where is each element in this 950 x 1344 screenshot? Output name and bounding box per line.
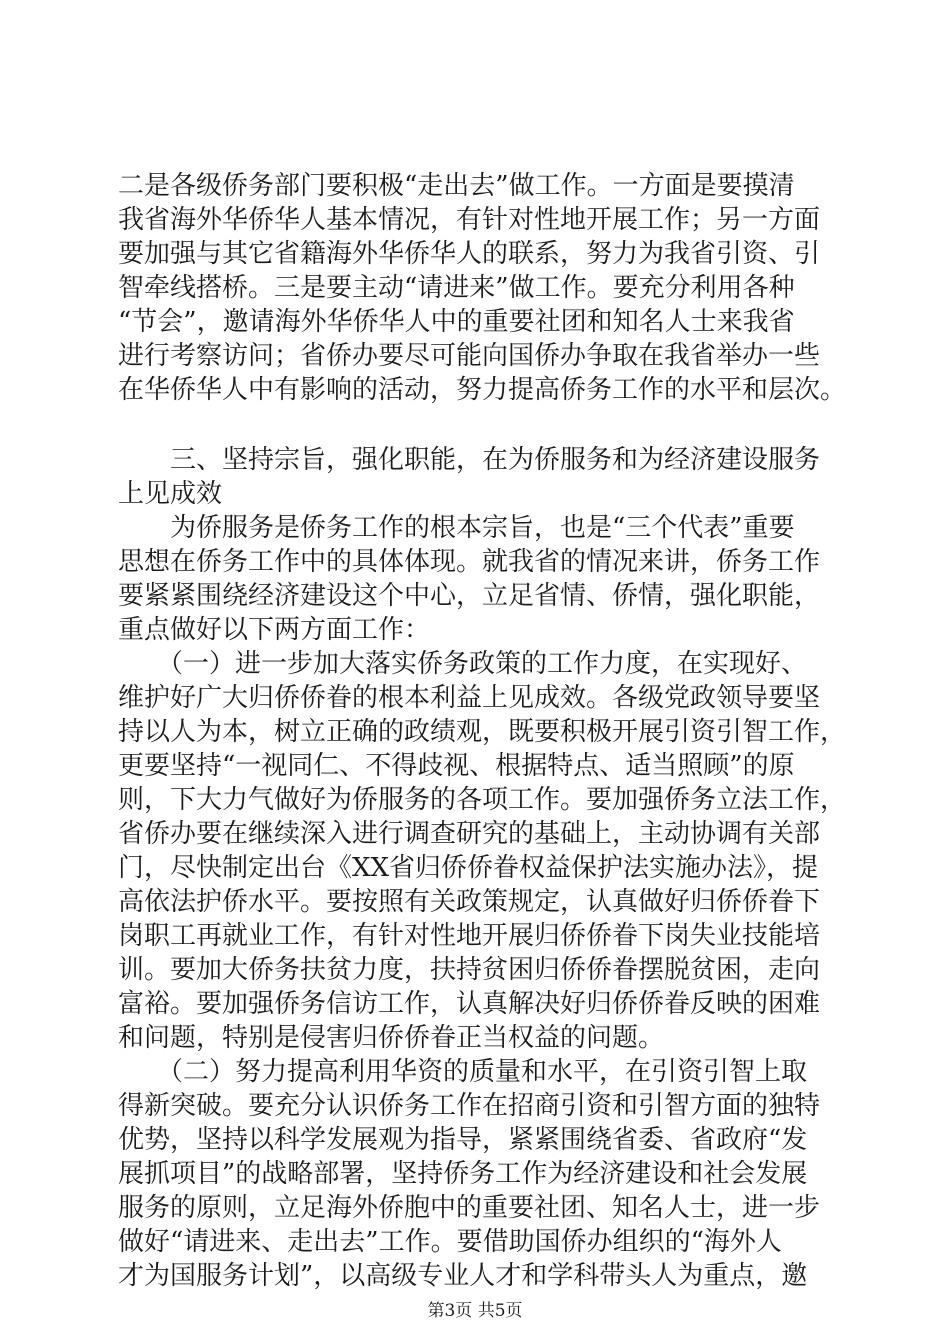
page-number-footer: 第3页 共5页: [427, 1301, 523, 1321]
text-line: 为侨服务是侨务工作的根本宗旨，也是“三个代表”重要: [118, 513, 795, 543]
text-line: 持以人为本，树立正确的政绩观，既要积极开展引资引智工作，: [118, 717, 847, 747]
text-line: 我省海外华侨华人基本情况，有针对性地开展工作；另一方面: [118, 205, 821, 235]
text-line: 得新突破。要充分认识侨务工作在招商引资和引智方面的独特: [118, 1091, 821, 1121]
text-line: （一）进一步加大落实侨务政策的工作力度，在实现好、: [118, 649, 808, 679]
text-line: 训。要加大侨务扶贫力度，扶持贫困归侨侨眷摆脱贫困，走向: [118, 955, 821, 985]
text-line: 智牵线搭桥。三是要主动“请进来”做工作。要充分利用各种: [118, 273, 795, 303]
text-line: 富裕。要加强侨务信访工作，认真解决好归侨侨眷反映的困难: [118, 989, 821, 1019]
text-line: 二是各级侨务部门要积极“走出去”做工作。一方面是要摸清: [118, 171, 795, 201]
text-line: 岗职工再就业工作，有针对性地开展归侨侨眷下岗失业技能培: [118, 921, 821, 951]
text-line: 思想在侨务工作中的具体体现。就我省的情况来讲，侨务工作: [118, 547, 821, 577]
text-line: 展抓项目”的战略部署，坚持侨务工作为经济建设和社会发展: [118, 1159, 808, 1189]
text-line: “节会”，邀请海外华侨华人中的重要社团和知名人士来我省: [118, 307, 795, 337]
text-line: 服务的原则，立足海外侨胞中的重要社团、知名人士，进一步: [118, 1193, 821, 1223]
text-line: 要紧紧围绕经济建设这个中心，立足省情、侨情，强化职能，: [118, 581, 821, 611]
text-line: 维护好广大归侨侨眷的根本利益上见成效。各级党政领导要坚: [118, 683, 821, 713]
text-line: 和问题，特别是侵害归侨侨眷正当权益的问题。: [118, 1023, 665, 1053]
text-line: （二）努力提高利用华资的质量和水平，在引资引智上取: [118, 1057, 808, 1087]
text-line: 省侨办要在继续深入进行调查研究的基础上，主动协调有关部: [118, 819, 821, 849]
section-heading: 上见成效: [118, 479, 223, 509]
section-heading: 三、坚持宗旨，强化职能，在为侨服务和为经济建设服务: [118, 445, 821, 475]
text-line: 重点做好以下两方面工作：: [118, 615, 431, 645]
text-line: 在华侨华人中有影响的活动，努力提高侨务工作的水平和层次。: [118, 375, 847, 405]
text-line: 则，下大力气做好为侨服务的各项工作。要加强侨务立法工作，: [118, 785, 847, 815]
text-line: 更要坚持“一视同仁、不得歧视、根据特点、适当照顾”的原: [118, 751, 795, 781]
text-line: 要加强与其它省籍海外华侨华人的联系，努力为我省引资、引: [118, 239, 821, 269]
text-line: 做好“请进来、走出去”工作。要借助国侨办组织的“海外人: [118, 1227, 782, 1257]
text-line: 进行考察访问；省侨办要尽可能向国侨办争取在我省举办一些: [118, 341, 821, 371]
text-line: 高依法护侨水平。要按照有关政策规定，认真做好归侨侨眷下: [118, 887, 821, 917]
text-line: 优势，坚持以科学发展观为指导，紧紧围绕省委、省政府“发: [118, 1125, 808, 1155]
text-line: 门，尽快制定出台《XX省归侨侨眷权益保护法实施办法》，提: [118, 853, 819, 883]
text-line: 才为国服务计划”，以高级专业人才和学科带头人为重点，邀: [118, 1261, 808, 1291]
